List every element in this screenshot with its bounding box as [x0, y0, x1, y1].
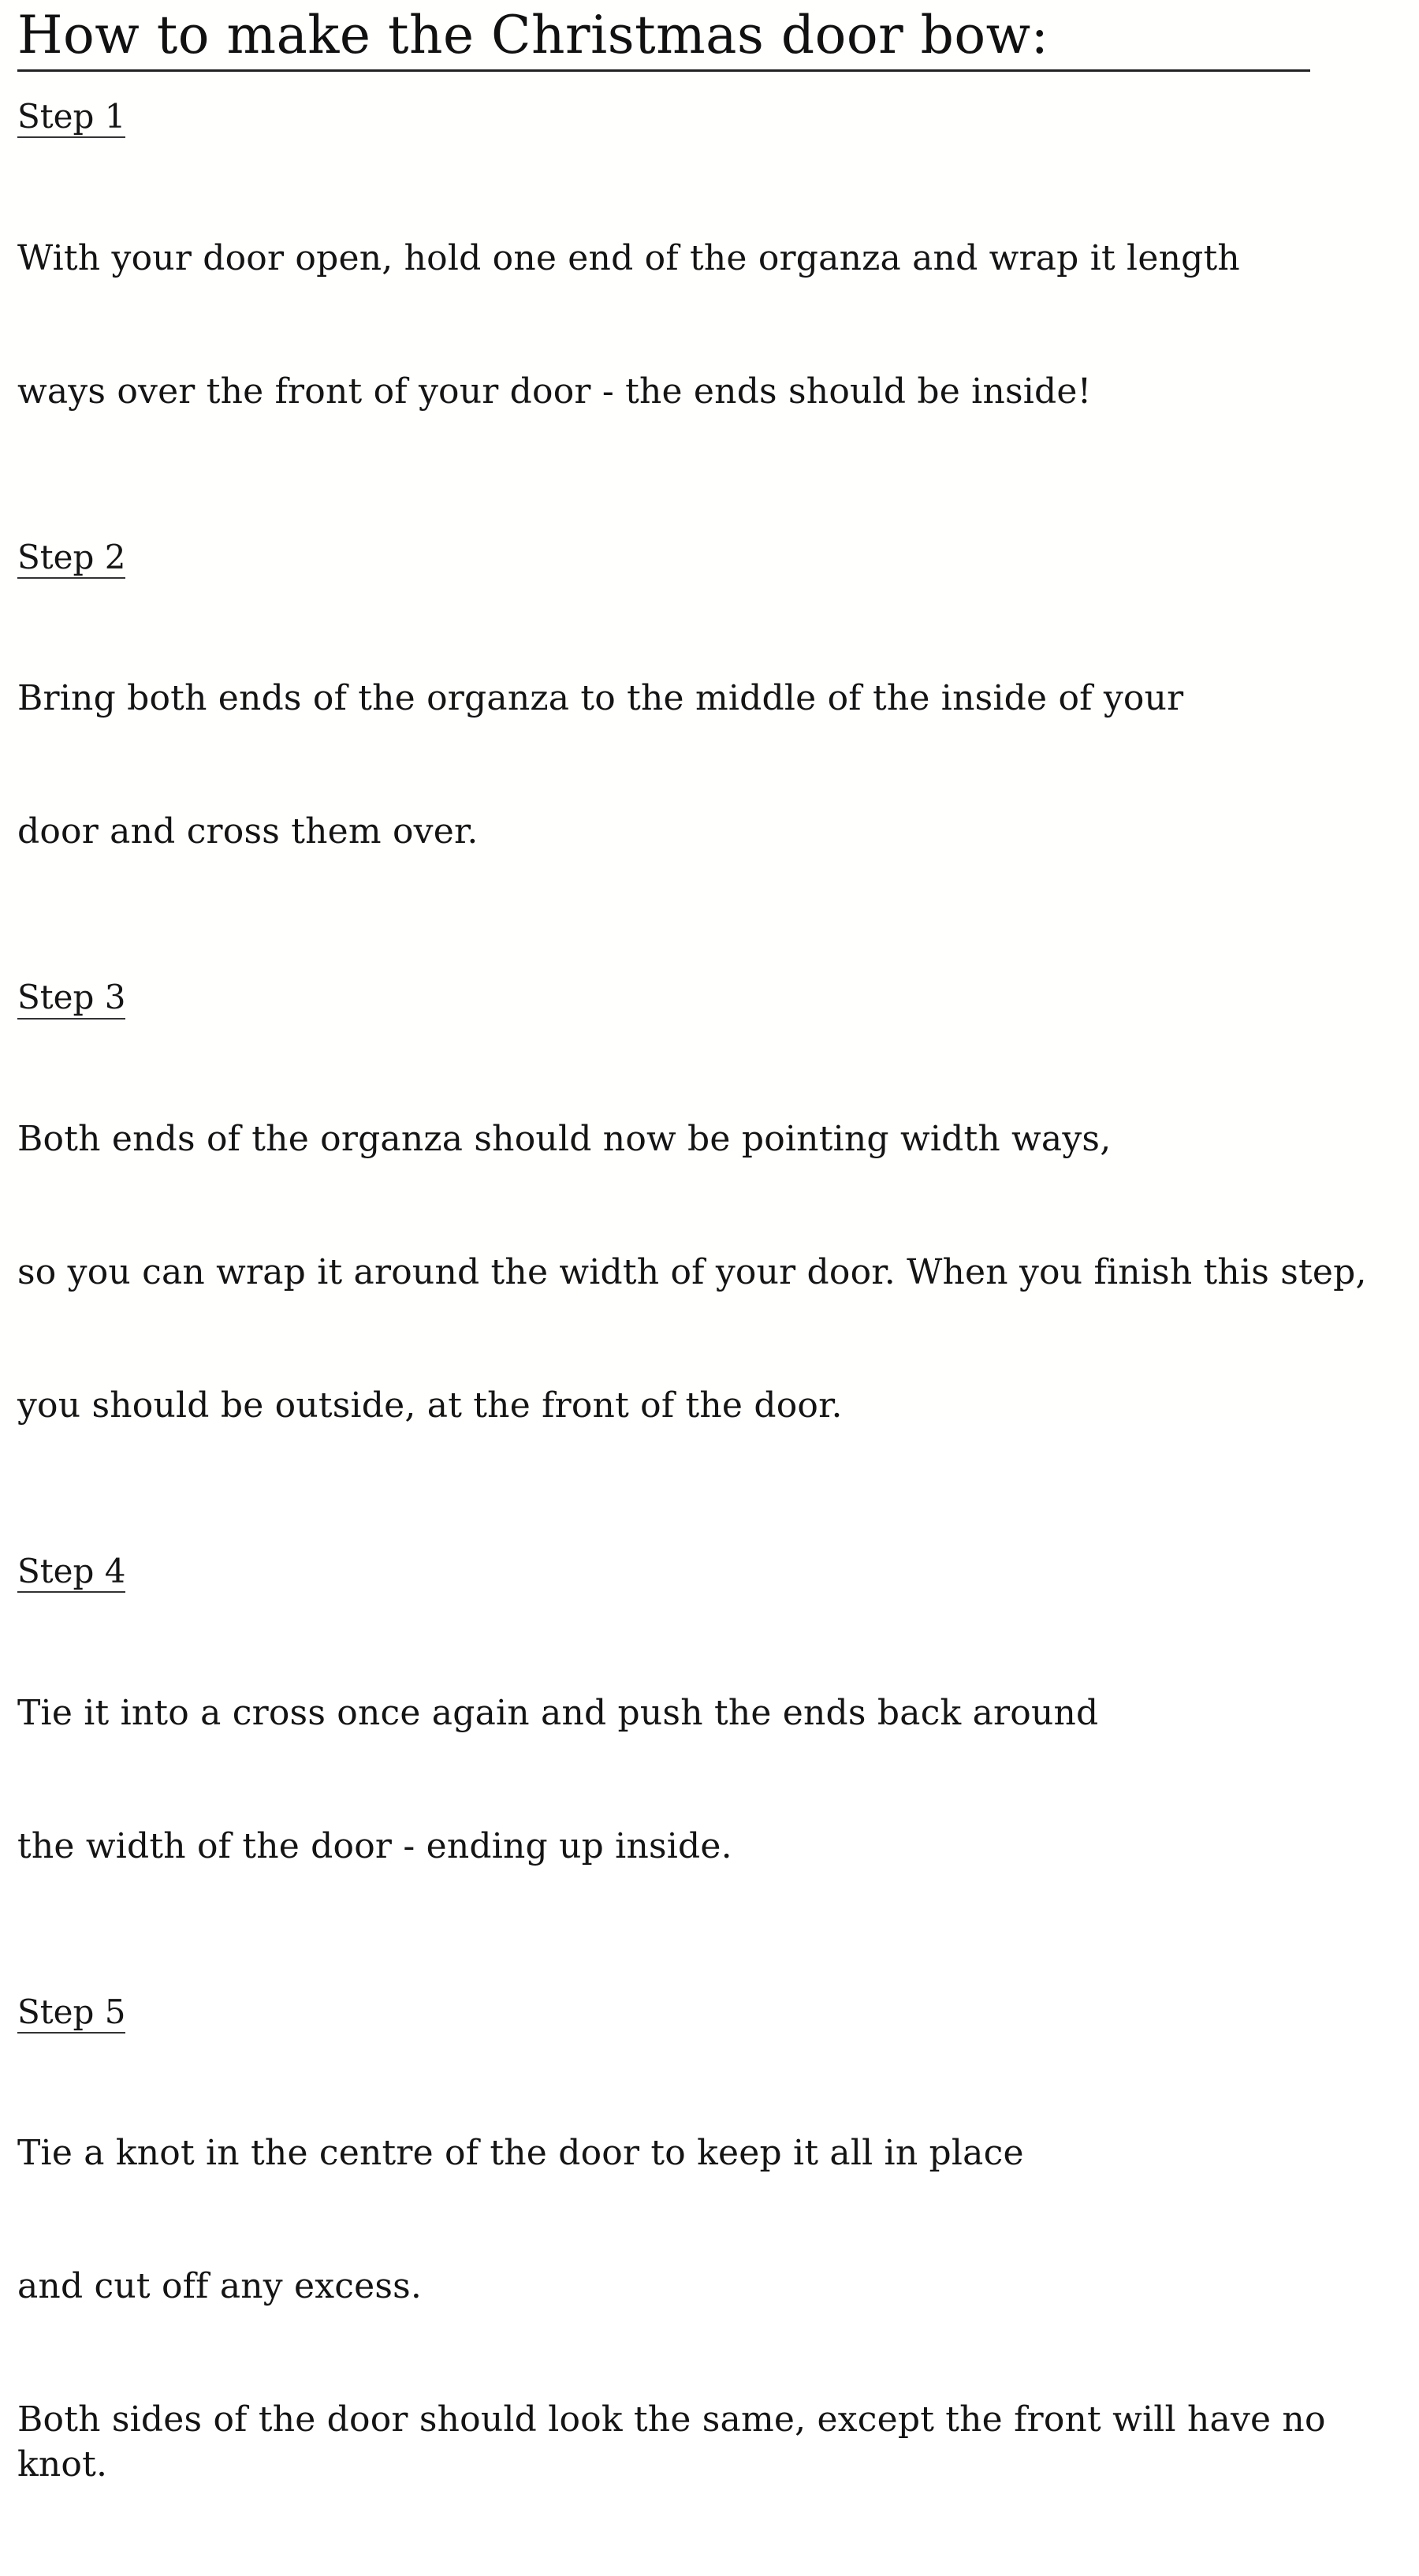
step-line: Both ends of the organza should now be pointing width ways,: [17, 1119, 1112, 1160]
step-line: so you can wrap it around the width of your door. When you finish this step,: [17, 1252, 1367, 1293]
step-line: Bring both ends of the organza to the middle of the inside of your: [17, 678, 1184, 719]
step-body: [17, 588, 1402, 944]
step-line: With your door open, hold one end of the organza and wrap it length: [17, 237, 1240, 278]
step-line: Tie it into a cross once again and push the ends back around: [17, 1692, 1099, 1733]
step-item: [17, 539, 1402, 944]
step-body: [17, 1602, 1402, 1958]
step-label: Step 1: [17, 99, 125, 138]
steps-list: [17, 96, 1402, 2576]
step-label: Step 4: [17, 1553, 125, 1593]
step-label: Step 2: [17, 539, 125, 579]
step-line: ways over the front of your door - the ends should be inside!: [17, 371, 1092, 412]
step-body: [17, 2043, 1402, 2576]
step-body: [17, 1029, 1402, 1517]
step-item: [17, 96, 1402, 503]
step-line: door and cross them over.: [17, 811, 479, 852]
step-label: Step 5: [17, 1994, 125, 2034]
step-line: Both sides of the door should look the same, except the front will have no knot.: [17, 2399, 1337, 2485]
step-item: [17, 1553, 1402, 1958]
step-label: Step 3: [17, 979, 125, 1019]
page-title: How to make the Christmas door bow:: [17, 8, 1310, 72]
step-item: [17, 979, 1402, 1517]
step-item: [17, 1994, 1402, 2576]
step-line: you should be outside, at the front of the door.: [17, 1385, 843, 1426]
step-body: [17, 147, 1402, 503]
step-line: Tie a knot in the centre of the door to keep it all in place: [17, 2133, 1024, 2174]
step-line: the width of the door - ending up inside.: [17, 1825, 732, 1866]
step-line: and cut off any excess.: [17, 2266, 423, 2307]
